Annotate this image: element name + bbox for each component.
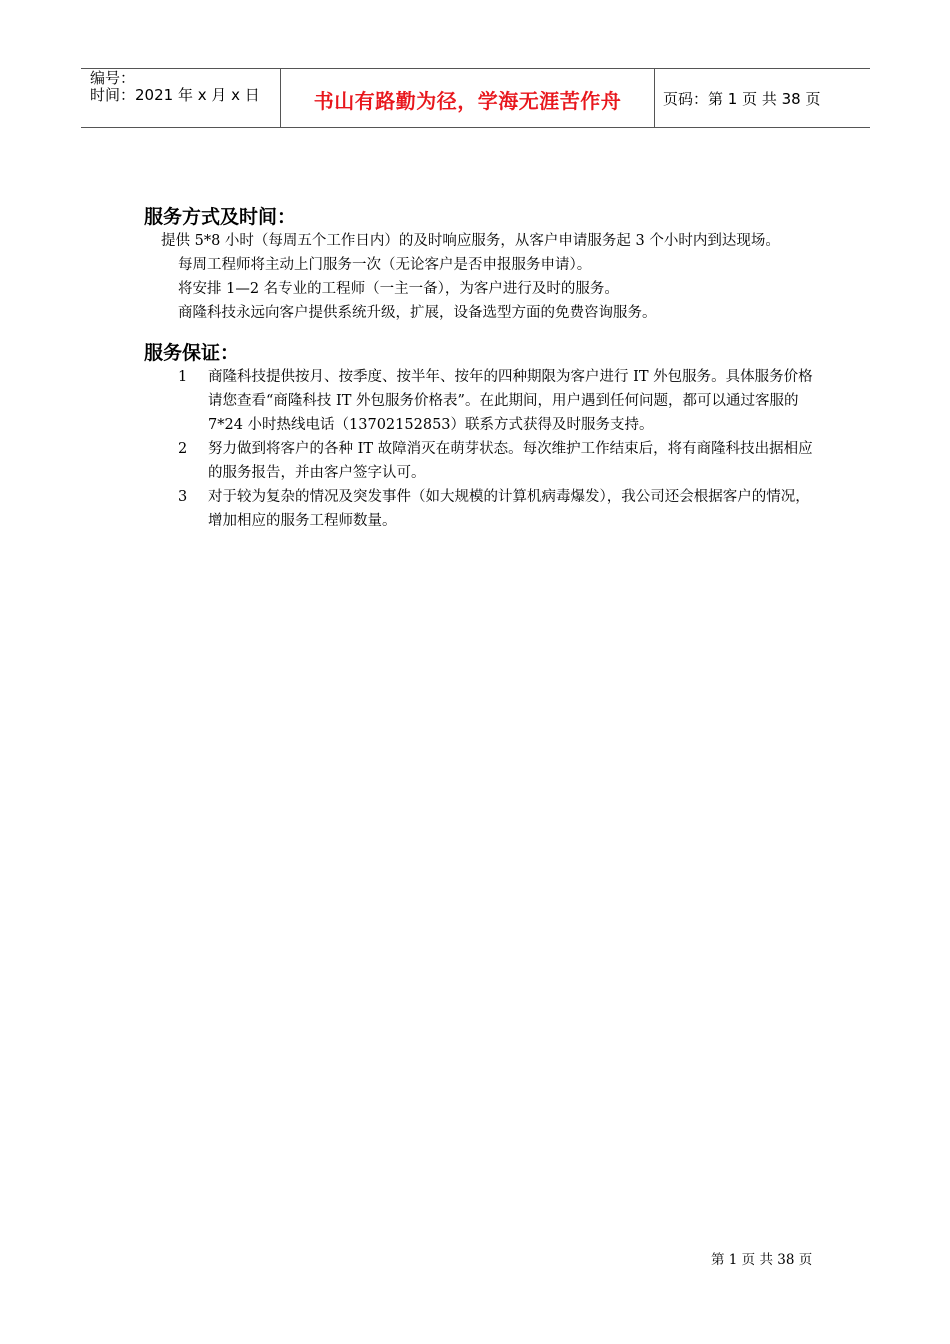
guarantee-item — [144, 485, 824, 533]
header-page-info: 页码：第 1 页 共 38 页 — [663, 89, 821, 108]
service-paragraph: 每周工程师将主动上门服务一次（无论客户是否申报服务申请）。 — [178, 257, 592, 273]
footer-page-info: 第 1 页 共 38 页 — [711, 1252, 813, 1268]
header-motto-cell — [281, 69, 655, 127]
guarantee-item-number: 1 — [178, 369, 188, 385]
section-title-service: 服务方式及时间： — [144, 206, 297, 228]
header-meta-cell — [81, 69, 281, 127]
date-label: 时间：2021 年 x 月 x 日 — [90, 86, 260, 104]
header-page-cell — [655, 69, 870, 127]
service-paragraph: 商隆科技永远向客户提供系统升级，扩展，设备选型方面的免费咨询服务。 — [178, 305, 657, 321]
document-header — [81, 68, 870, 128]
guarantee-item — [144, 365, 824, 437]
guarantee-item-text: 努力做到将客户的各种 IT 故障消灭在萌芽状态。每次维护工作结束后，将有商隆科技出据相应的服务报告，并由客户签字认可。 — [208, 441, 813, 481]
guarantee-item-text: 对于较为复杂的情况及突发事件（如大规模的计算机病毒爆发），我公司还会根据客户的情况，增加相应的服务工程师数量。 — [208, 489, 810, 529]
guarantee-item — [144, 437, 824, 485]
service-paragraph: 将安排 1—2 名专业的工程师（一主一备），为客户进行及时的服务。 — [178, 281, 619, 297]
serial-number-label: 编号： — [90, 69, 136, 87]
section-title-guarantee: 服务保证： — [144, 342, 240, 364]
guarantee-item-number: 3 — [178, 489, 188, 505]
guarantee-item-number: 2 — [178, 441, 188, 457]
document-body — [144, 205, 824, 533]
guarantee-item-text: 商隆科技提供按月、按季度、按半年、按年的四种期限为客户进行 IT 外包服务。具体服务价格请您查看“商隆科技 IT 外包服务价格表”。在此期间，用户遇到任何问题，都可以通过客服的 7*24 小时热线电话（13702152853）联系方式获得及时服务支持。 — [208, 369, 813, 433]
motto-text: 书山有路勤为径，学海无涯苦作舟 — [313, 88, 622, 113]
service-paragraph: 提供 5*8 小时（每周五个工作日内）的及时响应服务，从客户申请服务起 3 个小时内到达现场。 — [161, 233, 780, 249]
